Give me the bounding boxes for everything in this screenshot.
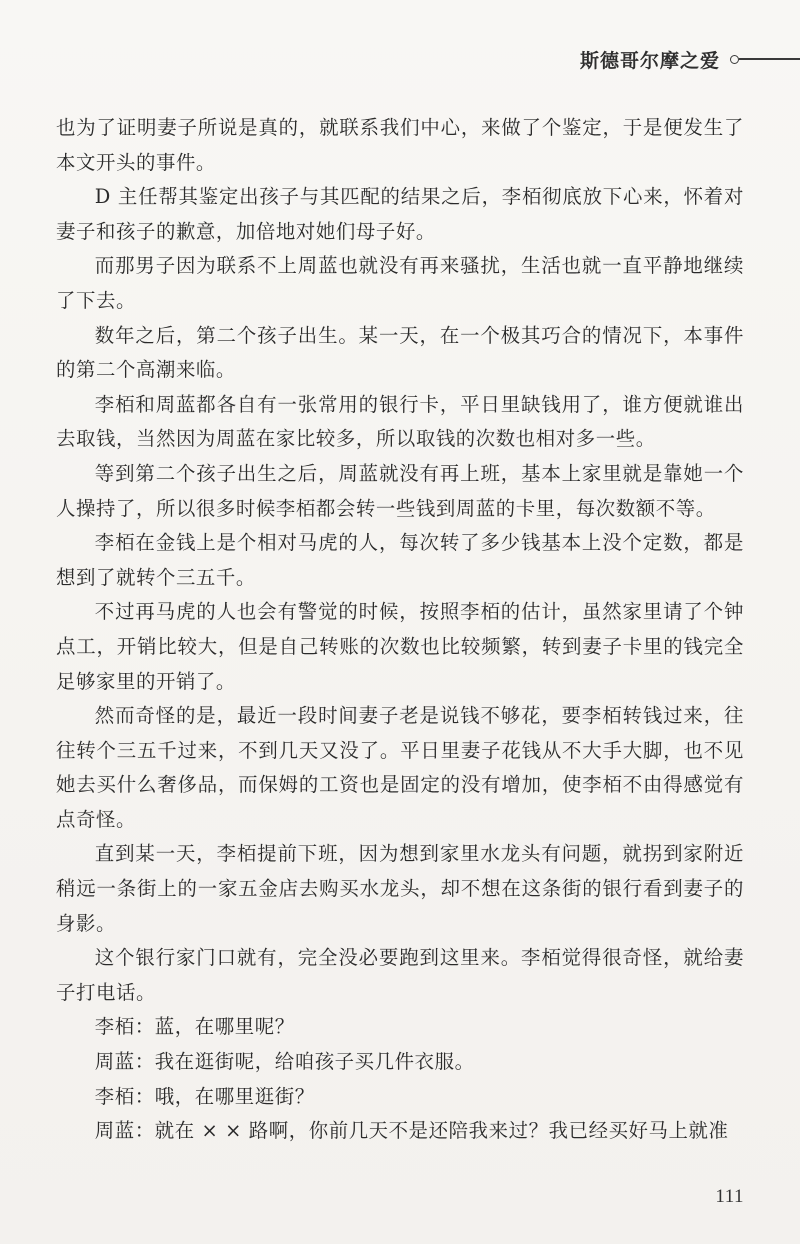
paragraph: 直到某一天，李栢提前下班，因为想到家里水龙头有问题，就拐到家附近稍远一条街上的一家五金店去购买水龙头，却不想在这条街的银行看到妻子的身影。 [56,842,744,935]
paragraph: 等到第二个孩子出生之后，周蓝就没有再上班，基本上家里就是靠她一个人操持了，所以很多时候李栢都会转一些钱到周蓝的卡里，每次数额不等。 [56,461,744,520]
header-divider-line [739,58,800,59]
paragraph: 然而奇怪的是，最近一段时间妻子老是说钱不够花，要李栢转钱过来，往往转个三五千过来，不到几天又没了。平日里妻子花钱从不大手大脚，也不见她去买什么奢侈品，而保姆的工资也是固定的没有增加，使李栢不由得感觉有点奇怪。 [56,704,744,831]
dialogue-line: 周蓝：就在 × × 路啊，你前几天不是还陪我来过？我已经买好马上就准 [94,1119,729,1143]
paragraph: 不过再马虎的人也会有警觉的时候，按照李栢的估计，虽然家里请了个钟点工，开销比较大，但是自己转账的次数也比较频繁，转到妻子卡里的钱完全足够家里的开销了。 [56,600,744,693]
circle-ornament-icon [730,55,739,64]
paragraph: 李栢在金钱上是个相对马虎的人，每次转了多少钱基本上没个定数，都是想到了就转个三五千。 [56,531,744,589]
paragraph: 而那男子因为联系不上周蓝也就没有再来骚扰，生活也就一直平静地继续了下去。 [56,254,744,312]
page-number: 111 [715,1186,744,1207]
paragraph: 数年之后，第二个孩子出生。某一天，在一个极其巧合的情况下，本事件的第二个高潮来临。 [56,323,744,382]
dialogue-line: 李栢：蓝，在哪里呢？ [94,1015,295,1039]
body-text [56,111,744,1149]
dialogue-line: 周蓝：我在逛街呢，给咱孩子买几件衣服。 [94,1050,475,1074]
paragraph: 这个银行家门口就有，完全没必要跑到这里来。李栢觉得很奇怪，就给妻子打电话。 [56,946,744,1004]
running-title: 斯德哥尔摩之爱 [579,49,720,72]
dialogue-line: 李栢：哦，在哪里逛街？ [94,1084,315,1108]
paragraph-continuation: 也为了证明妻子所说是真的，就联系我们中心，来做了个鉴定，于是便发生了本文开头的事件。 [56,116,744,174]
running-header [580,44,800,74]
paragraph: D 主任帮其鉴定出孩子与其匹配的结果之后，李栢彻底放下心来，怀着对妻子和孩子的歉意，加倍地对她们母子好。 [56,185,744,243]
header-ornament-rule [730,55,800,64]
paragraph: 李栢和周蓝都各自有一张常用的银行卡，平日里缺钱用了，谁方便就谁出去取钱，当然因为周蓝在家比较多，所以取钱的次数也相对多一些。 [56,392,744,451]
